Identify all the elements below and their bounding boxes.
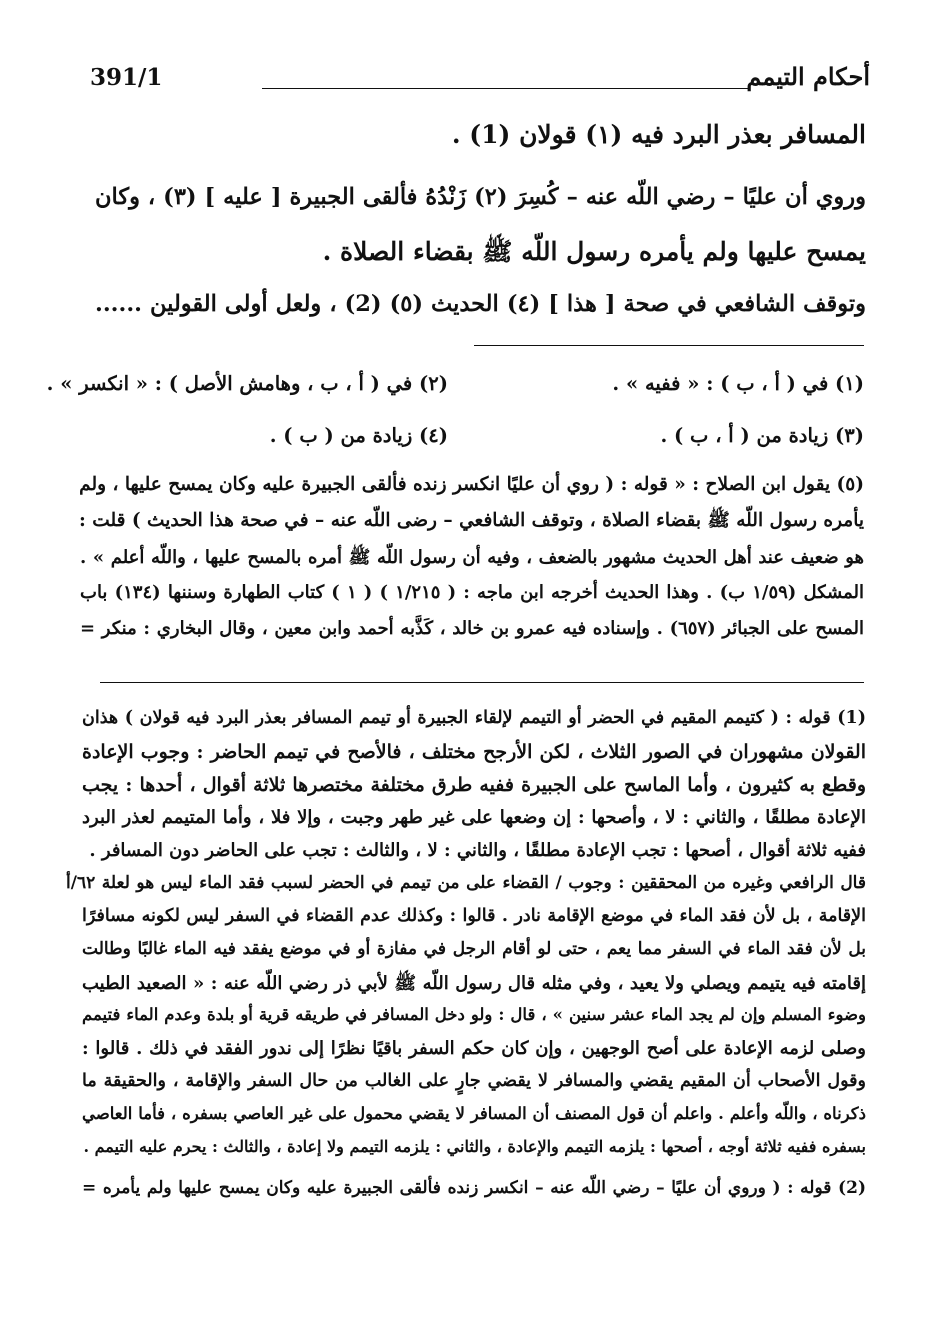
- main-text-line: المسافر بعذر البرد فيه (١) قولان (1) .: [451, 120, 866, 149]
- running-header: [90, 58, 870, 98]
- main-text-line: وروي أن عليًا – رضي اللّه عنه – كُسِرَ (٢) زَنْدُهُ فألقى الجبيرة [ عليه ] (٣) ، وكان: [95, 184, 867, 210]
- footnote-line: (٥) يقول ابن الصلاح : « قوله : ( روي أن عليًا انكسر زنده فألقى الجبيرة عليه وكان يمسح عليها ، ولم: [79, 474, 864, 495]
- chapter-title: أحكام التيمم: [746, 62, 870, 91]
- commentary-line: بل لأن فقد الماء في السفر مما يعم ، حتى لو أقام الرجل في مفازة أو في موضع يفقد فيه الماء غالبًا وطالت: [82, 939, 866, 959]
- commentary-line: (2) قوله : ( وروي أن عليًا – رضي اللّه عنه – انكسر زنده فألقى الجبيرة عليه وكان يمسح عليها ولم يأمره =: [82, 1178, 866, 1198]
- footnote-separator: [474, 345, 864, 346]
- footnote: (٢) في ( أ ، ب ، وهامش الأصل ) : « انكسر » .: [46, 372, 448, 395]
- commentary-line: ذكرناه ، واللّه وأعلم . واعلم أن قول المصنف أن المسافر لا يقضي محمول على غير العاصي بسفره ، فأما العاصي: [82, 1104, 866, 1123]
- commentary-line: إقامته فيه يتيمم ويصلي ولا يعيد ، وفي مثله قال رسول اللّه ﷺ لأبي ذر رضي اللّه عنه : « الصعيد الطيب: [82, 973, 866, 994]
- commentary-line: وضوء المسلم وإن لم يجد الماء عشر سنين » ، قال : ولو دخل المسافر في طريقه قرية أو بلدة وعدم الماء فتيمم: [82, 1005, 866, 1024]
- footnote-line: هو ضعيف عند أهل الحديث مشهور بالضعف ، وفيه أن رسول اللّه ﷺ أمره بالمسح عليها ، واللّه أعلم » .: [80, 547, 864, 568]
- footnote-line: المسح على الجبائر (٦٥٧) . وإسناده فيه عمرو بن خالد ، كَذَّبه أحمد وابن معين ، وقال البخاري : منكر =: [80, 618, 864, 639]
- footnote-line: المشكل (١/٥٩ ب) . وهذا الحديث أخرجه ابن ماجه : ( ١/٢١٥ ) ( ١ ) كتاب الطهارة وسننها (١٣٤) باب: [80, 582, 864, 603]
- commentary-line: قال الرافعي وغيره من المحققين : وجوب / القضاء على من تيمم في الحضر لسبب فقد الماء ليس هو لعلة ٦٢/أ: [66, 873, 866, 893]
- commentary-separator: [100, 682, 864, 683]
- header-rule: [262, 88, 750, 89]
- commentary-line: وقول الأصحاب أن المقيم يقضي والمسافر لا يقضي جارٍ على الغالب من حال السفر والإقامة ، والحقيقة ما: [82, 1071, 866, 1091]
- commentary-line: ففيه ثلاثة أقوال ، أصحها : تجب الإعادة مطلقًا ، والثاني : لا ، والثالث : تجب على الحاضر دون المسافر .: [89, 840, 866, 861]
- commentary-line: بسفره ففيه ثلاثة أوجه ، أصحها : يلزمه التيمم والإعادة ، والثاني : يلزمه التيمم ولا إعادة ، والثالث : يحرم عليه التيمم .: [83, 1137, 866, 1156]
- commentary-line: وصلى لزمه الإعادة على أصح الوجهين ، وإن كان حكم السفر باقيًا نظرًا إلى ندور الفقد في ذلك . قالوا :: [82, 1038, 866, 1059]
- commentary-line: (1) قوله : ( كتيمم المقيم في الحضر أو التيمم لإلقاء الجبيرة أو تيمم المسافر بعذر البرد فيه قولان ) هذان: [82, 708, 866, 728]
- commentary-line: وقطع به كثيرون ، وأما الماسح على الجبيرة ففيه طرق مختلفة مختصرها ثلاثة أقوال ، أحدها : يجب: [82, 774, 866, 796]
- commentary-line: الإقامة ، بل لأن فقد الماء في موضع الإقامة نادر . قالوا : وكذلك عدم القضاء في السفر ليس لكونه مسافرًا: [82, 906, 866, 926]
- commentary-line: القولان مشهوران في الصور الثلاث ، لكن الأرجح مختلف ، فالأصح في تيمم الحاضر : وجوب الإعادة: [82, 741, 866, 763]
- commentary-line: الإعادة مطلقًا ، والثاني : لا ، وأصحها : إن وضعها على غير طهر وجبت ، وإلا فلا ، وأما المتيمم لعذر البرد: [82, 807, 866, 828]
- main-text-line: يمسح عليها ولم يأمره رسول اللّه ﷺ بقضاء الصلاة .: [322, 237, 866, 266]
- footnote: (٤) زيادة من ( ب ) .: [269, 424, 448, 447]
- footnote: (١) في ( أ ، ب ) : « ففيه » .: [612, 372, 864, 395]
- page-number: 391/1: [90, 64, 163, 91]
- footnote: (٣) زيادة من ( أ ، ب ) .: [660, 424, 864, 447]
- footnote-line: يأمره رسول اللّه ﷺ بقضاء الصلاة ، وتوقف الشافعي – رضى اللّه عنه – في صحة هذا الحديث ) قلت :: [79, 510, 864, 531]
- main-text-line: وتوقف الشافعي في صحة [ هذا ] (٤) الحديث (٥) (2) ، ولعل أولى القولين ......: [95, 291, 866, 317]
